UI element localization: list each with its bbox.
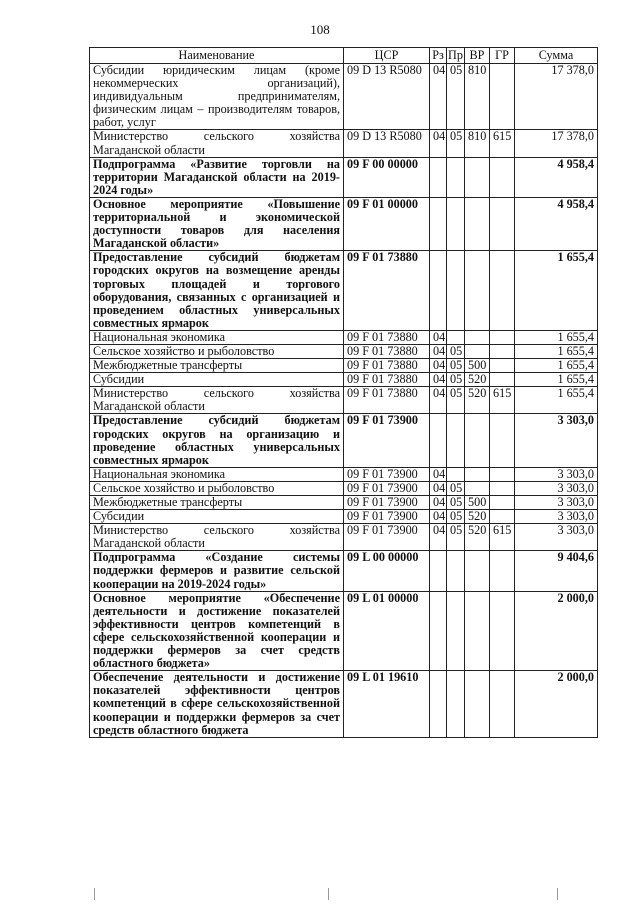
cell-csr: 09 F 01 73900 [344,414,430,467]
table-row [90,197,598,250]
cell-csr: 09 L 01 00000 [344,591,430,671]
cell-rz [430,197,447,250]
cell-sum: 3 303,0 [515,524,598,551]
cell-csr: 09 D 13 R5080 [344,130,430,157]
cell-csr: 09 F 01 73900 [344,496,430,510]
table-row [90,64,598,130]
cell-sum: 17 378,0 [515,64,598,130]
cell-name: Подпрограмма «Создание системы поддержки фермеров и развитие сельской кооперации на 2019-2024 годы» [90,551,344,591]
table-row [90,157,598,197]
column-header-csr: ЦСР [344,48,430,64]
column-header-rz: Рз [430,48,447,64]
cell-rz: 04 [430,130,447,157]
cell-rz: 04 [430,387,447,414]
cell-name: Подпрограмма «Развитие торговли на территории Магаданской области на 2019-2024 годы» [90,157,344,197]
cell-csr: 09 L 00 00000 [344,551,430,591]
cell-csr: 09 L 01 19610 [344,671,430,737]
cell-rz: 04 [430,64,447,130]
column-header-vr: ВР [465,48,490,64]
cell-vr [465,551,490,591]
cell-pr [447,330,465,344]
cell-sum: 1 655,4 [515,344,598,358]
cell-pr: 05 [447,496,465,510]
cell-csr: 09 F 01 73880 [344,373,430,387]
cell-sum: 1 655,4 [515,251,598,331]
cell-vr [465,157,490,197]
cell-name: Национальная экономика [90,467,344,481]
scan-edge-mark [94,888,95,900]
table-row [90,524,598,551]
table-row [90,130,598,157]
cell-rz: 04 [430,344,447,358]
cell-name: Предоставление субсидий бюджетам городских округов на организацию и проведение областных универсальных совместных ярмарок [90,414,344,467]
cell-sum: 3 303,0 [515,414,598,467]
cell-gr [490,591,515,671]
cell-name: Основное мероприятие «Повышение территориальной и экономической доступности товаров для населения Магаданской области» [90,197,344,250]
cell-rz [430,591,447,671]
cell-pr [447,591,465,671]
cell-sum: 3 303,0 [515,481,598,495]
cell-sum: 4 958,4 [515,197,598,250]
cell-rz [430,157,447,197]
scan-edge-mark [557,888,558,900]
cell-gr [490,197,515,250]
cell-pr: 05 [447,359,465,373]
cell-vr [465,197,490,250]
cell-rz [430,414,447,467]
cell-pr: 05 [447,387,465,414]
page-number: 108 [310,22,330,37]
cell-vr: 500 [465,359,490,373]
cell-name: Предоставление субсидий бюджетам городских округов на возмещение аренды торговых площадей и торгового оборудования, связанных с организацией и проведением областных универсальных совместных ярмарок [90,251,344,331]
cell-pr: 05 [447,481,465,495]
cell-sum: 3 303,0 [515,510,598,524]
cell-csr: 09 D 13 R5080 [344,64,430,130]
cell-pr: 05 [447,510,465,524]
table-header-row [90,48,598,64]
cell-csr: 09 F 01 73880 [344,387,430,414]
cell-sum: 2 000,0 [515,671,598,737]
cell-csr: 09 F 01 73900 [344,510,430,524]
cell-name: Субсидии [90,373,344,387]
cell-sum: 1 655,4 [515,387,598,414]
cell-vr: 810 [465,64,490,130]
table-row [90,467,598,481]
cell-csr: 09 F 01 73880 [344,330,430,344]
table-row [90,359,598,373]
cell-sum: 2 000,0 [515,591,598,671]
table-row [90,671,598,737]
cell-name: Субсидии [90,510,344,524]
cell-gr [490,251,515,331]
budget-table [89,47,598,738]
column-header-name: Наименование [90,48,344,64]
cell-pr [447,414,465,467]
cell-csr: 09 F 01 73880 [344,344,430,358]
cell-vr: 520 [465,510,490,524]
cell-gr [490,157,515,197]
cell-csr: 09 F 01 00000 [344,197,430,250]
cell-name: Обеспечение деятельности и достижение показателей эффективности центров компетенций в сфере сельскохозяйственной кооперации и поддержки фермеров за счет средств областного бюджета [90,671,344,737]
table-row [90,481,598,495]
cell-csr: 09 F 00 00000 [344,157,430,197]
cell-name: Министерство сельского хозяйства Магаданской области [90,130,344,157]
cell-name: Министерство сельского хозяйства Магаданской области [90,524,344,551]
cell-csr: 09 F 01 73900 [344,481,430,495]
table-row [90,344,598,358]
cell-gr: 615 [490,524,515,551]
cell-vr [465,251,490,331]
cell-pr: 05 [447,524,465,551]
cell-vr [465,481,490,495]
cell-pr [447,251,465,331]
scan-edge-mark [328,888,329,900]
cell-pr: 05 [447,64,465,130]
cell-rz [430,671,447,737]
cell-gr: 615 [490,130,515,157]
cell-gr [490,64,515,130]
cell-gr [490,481,515,495]
cell-rz: 04 [430,510,447,524]
cell-sum: 17 378,0 [515,130,598,157]
cell-pr [447,671,465,737]
cell-vr: 810 [465,130,490,157]
cell-gr: 615 [490,387,515,414]
cell-name: Субсидии юридическим лицам (кроме некоммерческих организаций), индивидуальным предпринимателям, физическим лицам – производителям товаров, работ, услуг [90,64,344,130]
cell-rz: 04 [430,359,447,373]
cell-rz [430,551,447,591]
cell-rz: 04 [430,496,447,510]
cell-name: Сельское хозяйство и рыболовство [90,344,344,358]
cell-gr [490,671,515,737]
cell-pr [447,157,465,197]
cell-sum: 1 655,4 [515,359,598,373]
cell-name: Основное мероприятие «Обеспечение деятельности и достижение показателей эффективности центров компетенций в сфере сельскохозяйственной кооперации и поддержки фермеров за счет средств областного бюджета» [90,591,344,671]
cell-name: Межбюджетные трансферты [90,496,344,510]
cell-pr: 05 [447,344,465,358]
cell-vr [465,671,490,737]
cell-pr: 05 [447,373,465,387]
table-row [90,373,598,387]
cell-gr [490,467,515,481]
cell-sum: 1 655,4 [515,373,598,387]
cell-vr: 520 [465,524,490,551]
cell-gr [490,496,515,510]
column-header-sum: Сумма [515,48,598,64]
cell-csr: 09 F 01 73880 [344,359,430,373]
cell-vr [465,344,490,358]
cell-rz: 04 [430,330,447,344]
cell-gr [490,373,515,387]
table-row [90,330,598,344]
cell-vr: 500 [465,496,490,510]
cell-rz: 04 [430,524,447,551]
cell-vr [465,467,490,481]
table-row [90,551,598,591]
cell-sum: 1 655,4 [515,330,598,344]
cell-vr: 520 [465,387,490,414]
cell-pr: 05 [447,130,465,157]
table-row [90,591,598,671]
cell-sum: 9 404,6 [515,551,598,591]
cell-pr [447,197,465,250]
cell-gr [490,359,515,373]
table-row [90,510,598,524]
cell-sum: 4 958,4 [515,157,598,197]
cell-name: Национальная экономика [90,330,344,344]
cell-gr [490,510,515,524]
cell-gr [490,330,515,344]
scan-edge-marks [0,888,640,900]
cell-name: Межбюджетные трансферты [90,359,344,373]
cell-csr: 09 F 01 73900 [344,467,430,481]
cell-gr [490,414,515,467]
table-row [90,496,598,510]
table-row [90,387,598,414]
cell-rz: 04 [430,373,447,387]
cell-name: Сельское хозяйство и рыболовство [90,481,344,495]
cell-vr [465,330,490,344]
cell-csr: 09 F 01 73880 [344,251,430,331]
cell-rz: 04 [430,467,447,481]
cell-rz: 04 [430,481,447,495]
cell-gr [490,551,515,591]
cell-vr [465,591,490,671]
cell-pr [447,551,465,591]
cell-pr [447,467,465,481]
cell-vr [465,414,490,467]
cell-gr [490,344,515,358]
cell-rz [430,251,447,331]
column-header-pr: Пр [448,48,463,62]
cell-csr: 09 F 01 73900 [344,524,430,551]
cell-vr: 520 [465,373,490,387]
cell-name: Министерство сельского хозяйства Магаданской области [90,387,344,414]
table-row [90,414,598,467]
cell-sum: 3 303,0 [515,496,598,510]
cell-sum: 3 303,0 [515,467,598,481]
column-header-gr: ГР [490,48,515,64]
table-row [90,251,598,331]
